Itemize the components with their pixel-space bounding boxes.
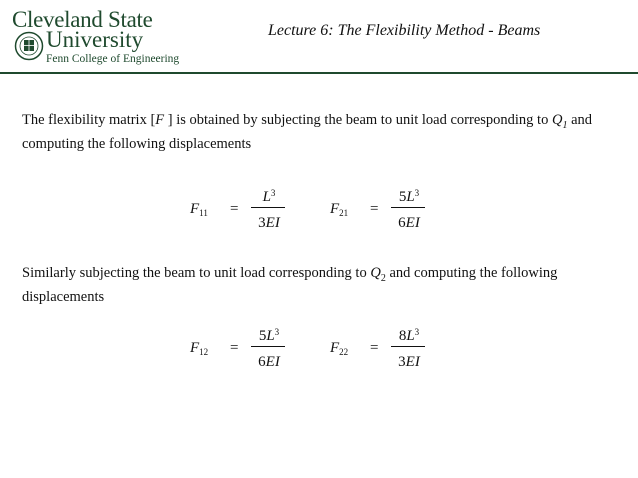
paragraph-2-text-a: Similarly subjecting the beam to unit load corresponding to (22, 265, 371, 281)
equation-f22 (330, 327, 420, 370)
eq-lhs-symbol: F (330, 340, 340, 356)
eq-lhs-symbol: F (190, 340, 200, 356)
eq-numerator: $5L^3$ (398, 188, 420, 205)
eq-denominator: 3EI (398, 354, 420, 370)
paragraph-1-q-subscript: 1 (562, 119, 568, 131)
eq-lhs-symbol: F (190, 201, 200, 217)
eq-fraction-bar (251, 346, 285, 347)
paragraph-2 (22, 264, 622, 307)
eq-numerator: $8L^3$ (398, 327, 420, 344)
eq-numerator: $L^3$ (262, 188, 276, 205)
equation-f21 (330, 188, 420, 231)
eq-fraction-bar (251, 207, 285, 208)
paragraph-2-text-b: and computing the following displacements (22, 265, 558, 305)
eq-denominator: 3EI (258, 215, 280, 231)
paragraph-2-q-symbol: Q (370, 265, 381, 281)
eq-lhs-subscript: 22 (339, 347, 349, 357)
eq-equals-sign: = (370, 340, 379, 356)
logo-line-2: University (46, 27, 144, 52)
eq-equals-sign: = (230, 340, 239, 356)
header-divider (0, 72, 638, 74)
university-seal-icon (14, 31, 44, 61)
lecture-title: Lecture 6: The Flexibility Method - Beams (268, 22, 541, 39)
paragraph-2-q-subscript: 2 (380, 272, 386, 284)
eq-lhs-subscript: 21 (339, 208, 349, 218)
paragraph-1-matrix-symbol: F (155, 112, 165, 128)
logo-line-3: Fenn College of Engineering (46, 53, 180, 65)
eq-denominator: 6EI (258, 354, 280, 370)
eq-lhs-subscript: 12 (199, 347, 209, 357)
eq-fraction-bar (391, 346, 425, 347)
university-logo (8, 8, 178, 68)
eq-lhs-symbol: F (330, 201, 340, 217)
equation-f11 (190, 188, 280, 231)
paragraph-1 (22, 111, 622, 154)
eq-lhs-subscript: 11 (199, 208, 208, 218)
paragraph-1-q-symbol: Q (551, 112, 563, 128)
paragraph-1-text-c: and computing the following displacements (22, 112, 593, 152)
eq-equals-sign: = (230, 201, 239, 217)
logo-line-1: Cleveland State (12, 7, 153, 32)
paragraph-1-text-b: ] is obtained by subjecting the beam to unit load corresponding to (164, 112, 552, 128)
equation-f12 (190, 327, 280, 370)
eq-equals-sign: = (370, 201, 379, 217)
paragraph-1-text-a: The flexibility matrix [ (22, 112, 156, 128)
eq-denominator: 6EI (398, 215, 420, 231)
eq-fraction-bar (391, 207, 425, 208)
eq-numerator: $5L^3$ (258, 327, 280, 344)
